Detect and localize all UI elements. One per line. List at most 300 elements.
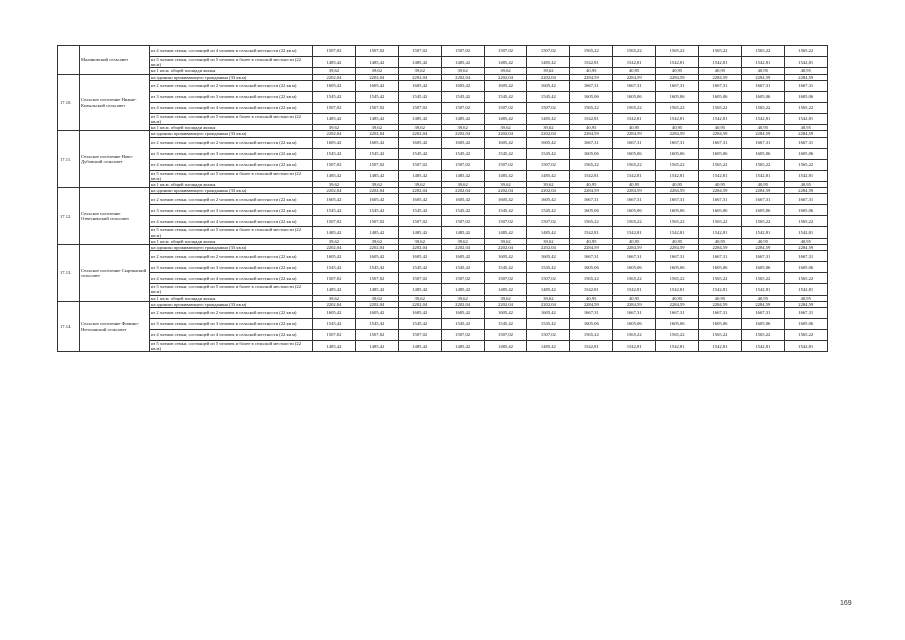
value-cell: 1542,81 [699, 170, 742, 181]
value-cell: 1667,31 [699, 251, 742, 262]
value-cell: 1485,42 [484, 57, 527, 68]
value-cell: 1565,22 [699, 102, 742, 113]
table-row [58, 170, 828, 181]
value-cell: 2284,59 [699, 131, 742, 137]
value-cell: 1605,06 [613, 91, 656, 102]
value-cell: 1542,81 [656, 170, 699, 181]
value-cell: 1605,06 [656, 319, 699, 330]
value-cell: 1605,42 [398, 251, 441, 262]
value-cell: 1605,06 [656, 148, 699, 159]
value-cell: 39,62 [398, 125, 441, 131]
section-number: 17.12. [58, 188, 80, 245]
value-cell: 1507,02 [398, 216, 441, 227]
value-cell: 1485,42 [441, 113, 484, 124]
settlement-name: Сельское поселение Нижне-Кизыльский сельсовет [80, 74, 150, 131]
value-cell: 1565,22 [784, 102, 827, 113]
value-cell: 1507,02 [441, 46, 484, 57]
value-cell: 1565,22 [570, 159, 613, 170]
value-cell: 1605,06 [656, 262, 699, 273]
value-cell: 1605,06 [741, 148, 784, 159]
value-cell: 39,62 [355, 125, 398, 131]
value-cell: 1605,42 [441, 308, 484, 319]
row-description: на одиноко проживающего гражданина (33 кв.м) [150, 188, 313, 194]
value-cell: 1545,42 [484, 148, 527, 159]
value-cell: 1542,81 [570, 57, 613, 68]
value-cell: 2284,59 [656, 74, 699, 80]
value-cell: 1485,42 [484, 284, 527, 295]
value-cell: 1542,81 [784, 57, 827, 68]
value-cell: 1485,42 [398, 170, 441, 181]
value-cell: 1667,31 [784, 251, 827, 262]
value-cell: 2284,59 [784, 74, 827, 80]
value-cell: 2202,04 [527, 74, 570, 80]
value-cell: 1507,02 [355, 216, 398, 227]
value-cell: 40,95 [656, 295, 699, 301]
value-cell: 1485,42 [313, 284, 356, 295]
value-cell: 1605,42 [441, 251, 484, 262]
value-cell: 39,62 [313, 182, 356, 188]
value-cell: 1605,42 [527, 194, 570, 205]
value-cell: 39,62 [484, 182, 527, 188]
value-cell: 1565,22 [699, 216, 742, 227]
value-cell: 1507,02 [398, 330, 441, 341]
value-cell: 1542,81 [656, 57, 699, 68]
value-cell: 39,62 [441, 182, 484, 188]
value-cell: 1485,42 [527, 170, 570, 181]
value-cell: 2202,04 [441, 301, 484, 307]
value-cell: 1667,31 [784, 137, 827, 148]
value-cell: 1545,42 [484, 205, 527, 216]
value-cell: 1485,42 [441, 57, 484, 68]
value-cell: 1565,22 [699, 273, 742, 284]
value-cell: 1545,42 [527, 319, 570, 330]
value-cell: 39,62 [313, 68, 356, 74]
row-description: из 5 членов семьи, состоящей из 5 человек и более в сельской местности (22 кв.м) [150, 113, 313, 124]
value-cell: 1565,22 [784, 159, 827, 170]
value-cell: 2202,04 [484, 188, 527, 194]
value-cell: 1605,06 [741, 319, 784, 330]
page-number: 169 [840, 600, 852, 607]
table-row [58, 148, 828, 159]
value-cell: 1565,22 [656, 216, 699, 227]
value-cell: 2202,04 [441, 188, 484, 194]
value-cell: 1545,42 [313, 205, 356, 216]
value-cell: 1605,06 [656, 205, 699, 216]
value-cell: 1667,31 [741, 80, 784, 91]
value-cell: 40,95 [613, 238, 656, 244]
value-cell: 40,95 [656, 125, 699, 131]
value-cell: 1542,81 [741, 170, 784, 181]
value-cell: 40,95 [613, 182, 656, 188]
value-cell: 39,62 [484, 295, 527, 301]
value-cell: 1485,42 [398, 341, 441, 352]
value-cell: 40,95 [656, 182, 699, 188]
value-cell: 1507,02 [527, 216, 570, 227]
value-cell: 1507,02 [441, 159, 484, 170]
value-cell: 1667,31 [656, 194, 699, 205]
value-cell: 2284,59 [741, 188, 784, 194]
value-cell: 1542,81 [741, 227, 784, 238]
value-cell: 1605,42 [527, 251, 570, 262]
value-cell: 1667,31 [656, 137, 699, 148]
value-cell: 1507,02 [355, 102, 398, 113]
value-cell: 2202,04 [355, 301, 398, 307]
value-cell: 1545,42 [398, 91, 441, 102]
value-cell: 1605,06 [699, 148, 742, 159]
value-cell: 1565,22 [741, 102, 784, 113]
value-cell: 1545,42 [441, 319, 484, 330]
value-cell: 1507,02 [398, 46, 441, 57]
value-cell: 1485,42 [484, 227, 527, 238]
value-cell: 2202,04 [484, 131, 527, 137]
value-cell: 1545,42 [527, 148, 570, 159]
value-cell: 40,95 [656, 238, 699, 244]
value-cell: 1545,42 [527, 205, 570, 216]
value-cell: 1565,22 [656, 46, 699, 57]
value-cell: 1565,22 [613, 46, 656, 57]
value-cell: 2284,59 [570, 188, 613, 194]
value-cell: 1565,22 [699, 46, 742, 57]
value-cell: 39,62 [313, 238, 356, 244]
value-cell: 2284,59 [699, 188, 742, 194]
value-cell: 39,62 [441, 68, 484, 74]
value-cell: 39,62 [355, 182, 398, 188]
value-cell: 1507,02 [484, 216, 527, 227]
value-cell: 1667,31 [656, 308, 699, 319]
value-cell: 40,95 [699, 68, 742, 74]
table-row [58, 113, 828, 124]
value-cell: 40,95 [699, 182, 742, 188]
value-cell: 1542,81 [656, 113, 699, 124]
table-row [58, 159, 828, 170]
value-cell: 1565,22 [656, 273, 699, 284]
value-cell: 1507,02 [313, 273, 356, 284]
row-description: из 3 членов семьи, состоящей из 3 человек в сельской местности (22 кв.м) [150, 205, 313, 216]
value-cell: 1565,22 [613, 102, 656, 113]
value-cell: 1605,06 [741, 91, 784, 102]
row-description: из 2 членов семьи, состоящей из 2 человек в сельской местности (22 кв.м) [150, 308, 313, 319]
value-cell: 2284,59 [613, 245, 656, 251]
row-description: из 2 членов семьи, состоящей из 2 человек в сельской местности (22 кв.м) [150, 251, 313, 262]
value-cell: 1507,02 [398, 159, 441, 170]
value-cell: 1542,81 [613, 227, 656, 238]
value-cell: 1545,42 [441, 148, 484, 159]
value-cell: 1485,42 [527, 341, 570, 352]
value-cell: 1667,31 [699, 194, 742, 205]
value-cell: 1667,31 [613, 137, 656, 148]
value-cell: 1507,02 [313, 330, 356, 341]
value-cell: 1485,42 [313, 113, 356, 124]
table-row [58, 46, 828, 57]
settlement-name: Малиновский сельсовет [80, 46, 150, 75]
value-cell: 2202,04 [398, 245, 441, 251]
row-description: из 4 членов семьи, состоящей из 4 человек в сельской местности (22 кв.м) [150, 216, 313, 227]
value-cell: 2202,04 [484, 245, 527, 251]
value-cell: 1485,42 [355, 170, 398, 181]
value-cell: 1507,02 [527, 159, 570, 170]
value-cell: 1667,31 [656, 80, 699, 91]
row-description: из 2 членов семьи, состоящей из 2 человек в сельской местности (22 кв.м) [150, 194, 313, 205]
value-cell: 2202,04 [398, 131, 441, 137]
value-cell: 1605,42 [355, 137, 398, 148]
value-cell: 1667,31 [741, 194, 784, 205]
value-cell: 1605,06 [613, 205, 656, 216]
value-cell: 1565,22 [741, 273, 784, 284]
value-cell: 39,62 [441, 125, 484, 131]
value-cell: 1507,02 [484, 159, 527, 170]
value-cell: 39,62 [484, 68, 527, 74]
value-cell: 2284,59 [741, 301, 784, 307]
value-cell: 1667,31 [741, 251, 784, 262]
row-description: на одиноко проживающего гражданина (33 кв.м) [150, 301, 313, 307]
value-cell: 39,62 [484, 238, 527, 244]
value-cell: 39,62 [441, 295, 484, 301]
value-cell: 2284,59 [656, 245, 699, 251]
section-number [58, 46, 80, 75]
value-cell: 1605,42 [355, 80, 398, 91]
value-cell: 2284,59 [699, 301, 742, 307]
value-cell: 39,62 [355, 68, 398, 74]
value-cell: 1545,42 [313, 91, 356, 102]
value-cell: 1485,42 [398, 284, 441, 295]
section-number: 17.11. [58, 131, 80, 188]
value-cell: 1542,81 [741, 284, 784, 295]
value-cell: 40,95 [784, 125, 827, 131]
value-cell: 1507,02 [527, 46, 570, 57]
value-cell: 39,62 [527, 182, 570, 188]
value-cell: 1605,42 [398, 194, 441, 205]
settlement-name: Сельское поселение Сыртинский сельсовет [80, 245, 150, 302]
value-cell: 40,95 [613, 295, 656, 301]
value-cell: 1565,22 [656, 159, 699, 170]
table-row [58, 216, 828, 227]
housing-cost-table [57, 45, 828, 352]
table-row [58, 284, 828, 295]
value-cell: 2284,59 [741, 245, 784, 251]
value-cell: 39,62 [527, 68, 570, 74]
value-cell: 2202,04 [441, 74, 484, 80]
row-description: из 2 членов семьи, состоящей из 2 человек в сельской местности (22 кв.м) [150, 80, 313, 91]
value-cell: 1542,81 [784, 170, 827, 181]
value-cell: 1545,42 [398, 262, 441, 273]
value-cell: 1605,06 [699, 91, 742, 102]
value-cell: 1485,42 [398, 113, 441, 124]
value-cell: 40,95 [741, 125, 784, 131]
value-cell: 1565,22 [613, 216, 656, 227]
row-description: на одиноко проживающего гражданина (33 кв.м) [150, 245, 313, 251]
value-cell: 2202,04 [398, 301, 441, 307]
value-cell: 40,95 [741, 295, 784, 301]
value-cell: 2284,59 [784, 131, 827, 137]
table-row [58, 227, 828, 238]
value-cell: 2284,59 [570, 74, 613, 80]
row-description: из 4 членов семьи, состоящей из 4 человек в сельской местности (22 кв.м) [150, 273, 313, 284]
value-cell: 1545,42 [355, 148, 398, 159]
tariff-table-page [57, 45, 827, 352]
value-cell: 1605,06 [699, 262, 742, 273]
value-cell: 40,95 [784, 295, 827, 301]
value-cell: 1545,42 [441, 262, 484, 273]
value-cell: 1605,42 [398, 308, 441, 319]
value-cell: 1605,06 [613, 319, 656, 330]
value-cell: 1485,42 [398, 227, 441, 238]
table-row [58, 137, 828, 148]
row-description: из 4 членов семьи, состоящей из 4 человек в сельской местности (22 кв.м) [150, 159, 313, 170]
value-cell: 1667,31 [613, 251, 656, 262]
value-cell: 40,95 [741, 238, 784, 244]
value-cell: 39,62 [313, 125, 356, 131]
value-cell: 2202,04 [441, 245, 484, 251]
value-cell: 1542,81 [784, 341, 827, 352]
value-cell: 1542,81 [699, 57, 742, 68]
value-cell: 2202,04 [355, 131, 398, 137]
value-cell: 1485,42 [313, 341, 356, 352]
value-cell: 2284,59 [656, 188, 699, 194]
value-cell: 1565,22 [613, 273, 656, 284]
table-row [58, 308, 828, 319]
value-cell: 1605,42 [484, 80, 527, 91]
value-cell: 1667,31 [570, 80, 613, 91]
value-cell: 1542,81 [656, 284, 699, 295]
value-cell: 1542,81 [570, 227, 613, 238]
value-cell: 1605,42 [398, 80, 441, 91]
value-cell: 2284,59 [613, 131, 656, 137]
value-cell: 39,62 [527, 295, 570, 301]
value-cell: 1507,02 [484, 46, 527, 57]
value-cell: 2284,59 [570, 131, 613, 137]
value-cell: 2202,04 [484, 301, 527, 307]
value-cell: 1545,42 [355, 91, 398, 102]
value-cell: 1507,02 [313, 102, 356, 113]
value-cell: 1667,31 [570, 137, 613, 148]
value-cell: 1542,81 [613, 57, 656, 68]
value-cell: 1605,06 [570, 319, 613, 330]
value-cell: 1565,22 [570, 330, 613, 341]
value-cell: 1565,22 [699, 159, 742, 170]
value-cell: 40,95 [613, 125, 656, 131]
value-cell: 40,95 [699, 295, 742, 301]
value-cell: 1545,42 [484, 262, 527, 273]
value-cell: 1667,31 [784, 194, 827, 205]
value-cell: 1542,81 [741, 113, 784, 124]
value-cell: 2284,59 [613, 188, 656, 194]
value-cell: 39,62 [355, 295, 398, 301]
value-cell: 1605,06 [570, 148, 613, 159]
value-cell: 2202,04 [313, 301, 356, 307]
value-cell: 2202,04 [313, 245, 356, 251]
value-cell: 1485,42 [441, 227, 484, 238]
row-description: из 3 членов семьи, состоящей из 3 человек в сельской местности (22 кв.м) [150, 319, 313, 330]
value-cell: 1667,31 [741, 137, 784, 148]
value-cell: 1507,02 [484, 102, 527, 113]
value-cell: 2284,59 [613, 301, 656, 307]
value-cell: 40,95 [570, 295, 613, 301]
value-cell: 1545,42 [355, 319, 398, 330]
value-cell: 1667,31 [570, 308, 613, 319]
row-description: из 3 членов семьи, состоящей из 3 человек в сельской местности (22 кв.м) [150, 148, 313, 159]
value-cell: 1542,81 [613, 284, 656, 295]
value-cell: 40,95 [741, 68, 784, 74]
table-row [58, 102, 828, 113]
row-description: из 3 членов семьи, состоящей из 3 человек в сельской местности (22 кв.м) [150, 91, 313, 102]
value-cell: 1485,42 [355, 57, 398, 68]
value-cell: 1565,22 [570, 273, 613, 284]
value-cell: 1605,06 [784, 205, 827, 216]
value-cell: 2202,04 [355, 245, 398, 251]
table-row [58, 80, 828, 91]
value-cell: 1565,22 [741, 46, 784, 57]
value-cell: 1605,42 [527, 80, 570, 91]
table-row [58, 330, 828, 341]
value-cell: 1507,02 [441, 330, 484, 341]
value-cell: 2202,04 [398, 74, 441, 80]
value-cell: 2202,04 [313, 188, 356, 194]
value-cell: 1485,42 [355, 284, 398, 295]
value-cell: 2202,04 [355, 74, 398, 80]
value-cell: 1605,06 [784, 91, 827, 102]
value-cell: 1507,02 [441, 216, 484, 227]
value-cell: 40,95 [699, 238, 742, 244]
value-cell: 1565,22 [784, 46, 827, 57]
value-cell: 1667,31 [784, 308, 827, 319]
value-cell: 1485,42 [527, 57, 570, 68]
row-description: из 5 членов семьи, состоящей из 5 человек и более в сельской местности (22 кв.м) [150, 284, 313, 295]
value-cell: 1485,42 [484, 341, 527, 352]
value-cell: 1605,42 [441, 194, 484, 205]
value-cell: 1507,02 [355, 273, 398, 284]
value-cell: 1565,22 [784, 216, 827, 227]
value-cell: 1485,42 [441, 170, 484, 181]
value-cell: 1605,42 [313, 137, 356, 148]
value-cell: 1565,22 [613, 330, 656, 341]
row-description: из 4 членов семьи, состоящей из 4 человек в сельской местности (22 кв.м) [150, 46, 313, 57]
value-cell: 1507,02 [313, 46, 356, 57]
value-cell: 1667,31 [613, 308, 656, 319]
value-cell: 2202,04 [313, 74, 356, 80]
section-number: 17.13. [58, 245, 80, 302]
table-row [58, 273, 828, 284]
value-cell: 2202,04 [484, 74, 527, 80]
value-cell: 1605,06 [784, 319, 827, 330]
value-cell: 2284,59 [613, 74, 656, 80]
value-cell: 2202,04 [527, 301, 570, 307]
value-cell: 1605,42 [484, 308, 527, 319]
settlement-name: Сельское поселение Отвесненский сельсовет [80, 188, 150, 245]
row-description: на 1 кв.м. общей площади жилья [150, 125, 313, 131]
row-description: из 4 членов семьи, состоящей из 4 человек в сельской местности (22 кв.м) [150, 102, 313, 113]
table-row [58, 205, 828, 216]
value-cell: 1565,22 [613, 159, 656, 170]
value-cell: 1565,22 [570, 46, 613, 57]
value-cell: 1507,02 [441, 102, 484, 113]
value-cell: 2284,59 [741, 131, 784, 137]
value-cell: 1605,06 [784, 262, 827, 273]
settlement-name: Сельское поселение Фомино-Негочанский сельсовет [80, 301, 150, 352]
value-cell: 1605,42 [527, 137, 570, 148]
value-cell: 2202,04 [313, 131, 356, 137]
value-cell: 1605,06 [570, 205, 613, 216]
value-cell: 1545,42 [355, 262, 398, 273]
row-description: на 1 кв.м. общей площади жилья [150, 238, 313, 244]
row-description: из 5 членов семьи, состоящей из 5 человек и более в сельской местности (22 кв.м) [150, 170, 313, 181]
value-cell: 40,95 [741, 182, 784, 188]
value-cell: 1485,42 [441, 284, 484, 295]
value-cell: 1565,22 [741, 159, 784, 170]
value-cell: 1485,42 [355, 113, 398, 124]
value-cell: 1605,06 [699, 319, 742, 330]
value-cell: 1545,42 [313, 148, 356, 159]
value-cell: 1545,42 [398, 205, 441, 216]
